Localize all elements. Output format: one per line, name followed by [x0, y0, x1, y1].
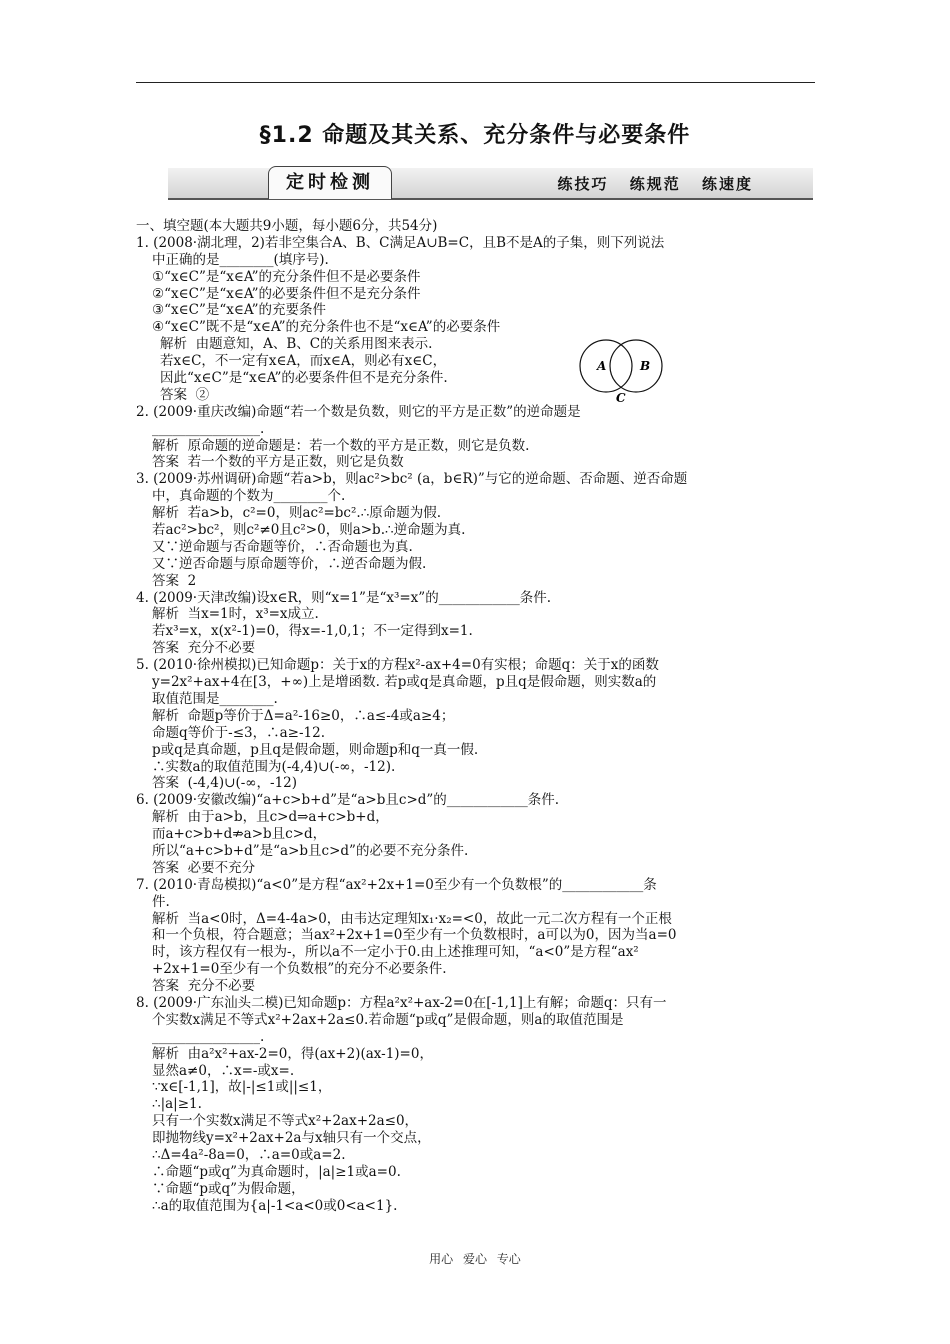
analysis-line: 和一个负根，符合题意；当ax²+2x+1=0至少有一个负数根时，a可以为0，因为当a=0 — [152, 927, 677, 944]
option-line: ②“x∈C”是“x∈A”的必要条件但不是充分条件 — [152, 285, 421, 302]
venn-label-a: A — [597, 359, 607, 373]
analysis-line: ∴实数a的取值范围为(-4,4)∪(-∞，-12). — [152, 758, 396, 775]
section-heading: 一、填空题(本大题共9小题，每小题6分，共54分) — [136, 218, 438, 234]
analysis-line: 解析 当x=1时，x³=x成立. — [152, 606, 319, 623]
venn-diagram — [578, 334, 668, 404]
analysis-line: 若ac²>bc²，则c²≠0且c²>0，则a>b.∴逆命题为真. — [152, 522, 466, 539]
analysis-line: 又∵逆否命题与原命题等价，∴逆否命题为假. — [152, 555, 427, 572]
analysis-line: 解析 当a<0时，Δ=4-4a>0，由韦达定理知x₁·x₂=<0，故此一元二次方程有一个正根 — [152, 910, 672, 927]
analysis-line: 又∵逆命题与否命题等价，∴否命题也为真. — [152, 538, 413, 555]
analysis-line: +2x+1=0至少有一个负数根”的充分不必要条件. — [152, 961, 447, 978]
question-line: 中，真命题的个数为________个. — [152, 488, 346, 505]
question-line: ________________. — [152, 420, 265, 437]
answer-line: 答案 充分不必要 — [152, 978, 256, 995]
analysis-line: 若x³=x，x(x²-1)=0，得x=-1,0,1；不一定得到x=1. — [152, 623, 473, 640]
analysis-line: 因此“x∈C”是“x∈A”的必要条件但不是充分条件. — [160, 370, 448, 387]
question-8: 8. (2009·广东汕头二模)已知命题p：方程a²x²+ax-2=0在[-1,1]上有解；命题q：只有一 — [136, 994, 667, 1011]
answer-line: 答案 充分不必要 — [152, 640, 256, 657]
question-line: 个实数x满足不等式x²+2ax+2a≤0.若命题“p或q”是假命题，则a的取值范围是 — [152, 1011, 624, 1028]
analysis-line: 若x∈C，不一定有x∈A，而x∈A，则必有x∈C， — [160, 353, 447, 370]
question-7: 7. (2010·青岛模拟)“a<0”是方程“ax²+2x+1=0至少有一个负数根”的____________条 — [136, 876, 657, 893]
analysis-line: ∴a的取值范围为{a|-1<a<0或0<a<1}. — [152, 1197, 398, 1214]
question-line: 取值范围是________. — [152, 690, 278, 707]
analysis-line: 而a+c>b+d⇏a>b且c>d， — [152, 826, 327, 843]
question-4: 4. (2009·天津改编)设x∈R，则“x=1”是“x³=x”的____________条件. — [136, 589, 551, 606]
section-banner — [168, 168, 813, 200]
analysis-line: ∴命题“p或q”为真命题时，|a|≥1或a=0. — [152, 1163, 401, 1180]
analysis-line: ∴|a|≥1. — [152, 1096, 202, 1113]
analysis-line: 所以“a+c>b+d”是“a>b且c>d”的必要不充分条件. — [152, 842, 469, 859]
question-5: 5. (2010·徐州模拟)已知命题p：关于x的方程x²-ax+4=0有实根；命题q：关于x的函数 — [136, 657, 659, 674]
answer-line: 答案 必要不充分 — [152, 859, 256, 876]
question-1: 1. (2008·湖北理，2)若非空集合A、B、C满足A∪B=C，且B不是A的子集，则下列说法 — [136, 234, 665, 251]
analysis-line: ∵x∈[-1,1]，故|-|≤1或||≤1， — [152, 1079, 332, 1096]
option-line: ③“x∈C”是“x∈A”的充要条件 — [152, 302, 327, 319]
question-line: 中正确的是________(填序号). — [152, 251, 329, 268]
analysis-line: 只有一个实数x满足不等式x²+2ax+2a≤0， — [152, 1113, 419, 1130]
question-line: ________________. — [152, 1028, 265, 1045]
top-rule — [136, 82, 815, 83]
analysis-line: 解析 由于a>b，且c>d⇒a+c>b+d， — [152, 809, 389, 826]
analysis-line: 显然a≠0，∴x=-或x=. — [152, 1062, 295, 1079]
question-3: 3. (2009·苏州调研)命题“若a>b，则ac²>bc² (a，b∈R)”与它的逆命题、否命题、逆否命题 — [136, 471, 688, 488]
venn-label-c: C — [616, 391, 626, 404]
question-6: 6. (2009·安徽改编)“a+c>b+d”是“a>b且c>d”的____________条件. — [136, 792, 560, 809]
page-footer: 用心 爱心 专心 — [429, 1252, 521, 1266]
exercise-body — [136, 218, 816, 1215]
analysis-line: 命题q等价于-≤3，∴a≥-12. — [152, 724, 325, 741]
page-title: §1.2 命题及其关系、充分条件与必要条件 — [259, 123, 691, 148]
question-line: 件. — [152, 893, 170, 910]
analysis-line: 解析 命题p等价于Δ=a²-16≥0，∴a≤-4或a≥4； — [152, 707, 455, 724]
question-line: y=2x²+ax+4在[3，+∞)上是增函数. 若p或q是真命题，p且q是假命题，则实数a的 — [152, 674, 657, 691]
answer-line: 答案 2 — [152, 572, 197, 589]
banner-slogan: 练技巧 练规范 练速度 — [557, 175, 753, 193]
analysis-line: 解析 由题意知，A、B、C的关系用图来表示. — [160, 336, 433, 353]
venn-circle-b — [610, 340, 662, 392]
option-line: ①“x∈C”是“x∈A”的充分条件但不是必要条件 — [152, 268, 421, 285]
question-2: 2. (2009·重庆改编)命题“若一个数是负数，则它的平方是正数”的逆命题是 — [136, 403, 581, 420]
analysis-line: 解析 由a²x²+ax-2=0，得(ax+2)(ax-1)=0， — [152, 1045, 433, 1062]
answer-line: 答案 若一个数的平方是正数，则它是负数 — [152, 454, 404, 471]
analysis-line: p或q是真命题，p且q是假命题，则命题p和q一真一假. — [152, 741, 479, 758]
analysis-line: ∴Δ=4a²-8a=0，∴a=0或a=2. — [152, 1146, 346, 1163]
venn-label-b: B — [640, 359, 651, 373]
analysis-line: 即抛物线y=x²+2ax+2a与x轴只有一个交点， — [152, 1130, 431, 1147]
analysis-line: 解析 原命题的逆命题是：若一个数的平方是正数，则它是负数. — [152, 437, 530, 454]
answer-line: 答案 ② — [160, 386, 210, 403]
banner-tab: 定时检测 — [268, 166, 392, 199]
option-line: ④“x∈C”既不是“x∈A”的充分条件也不是“x∈A”的必要条件 — [152, 319, 501, 336]
analysis-line: ∵命题“p或q”为假命题， — [152, 1180, 305, 1197]
analysis-line: 解析 若a>b，c²=0，则ac²=bc².∴原命题为假. — [152, 505, 442, 522]
analysis-line: 时，该方程仅有一根为-，所以a不一定小于0.由上述推理可知，“a<0”是方程“ax² — [152, 944, 639, 961]
answer-line: 答案 (-4,4)∪(-∞，-12) — [152, 775, 298, 792]
